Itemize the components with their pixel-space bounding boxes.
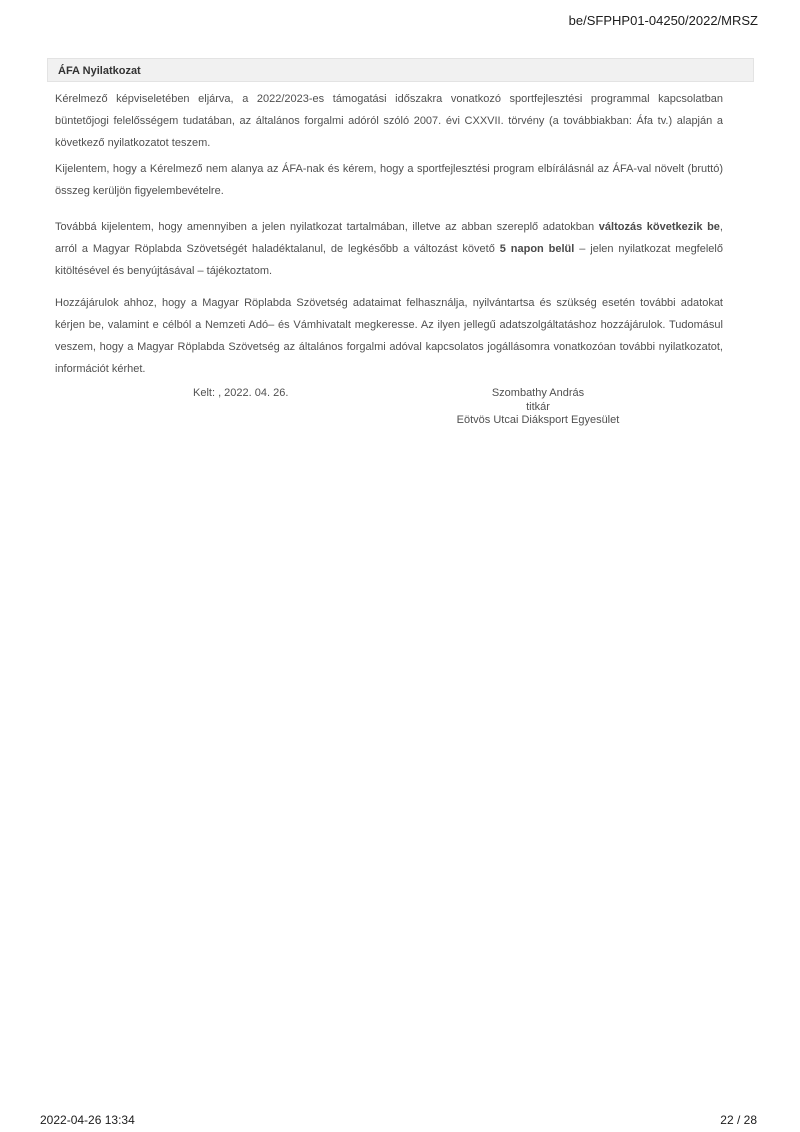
footer-timestamp: 2022-04-26 13:34 [40, 1113, 135, 1127]
paragraph-change-notice [55, 216, 723, 282]
paragraph-data-consent: Hozzájárulok ahhoz, hogy a Magyar Röplabda Szövetség adataimat felhasználja, nyilvántartsa és szükség esetén további adatokat kérjen be, valamint e célból a Nemzeti Adó– és Vámhivatalt megkeresse. Az ilyen jellegű adatszolgáltatáshoz hozzájárulok. Tudomásul veszem, hogy a Magyar Röplabda Szövetség az általános forgalmi adóval kapcsolatos jogállásomra vonatkozóan további nyilatkozatot, információt kérhet. [55, 297, 723, 375]
paragraph-change-notice-bold-2: 5 napon belül [499, 243, 575, 255]
paragraph-intro: Kérelmező képviseletében eljárva, a 2022/2023-es támogatási időszakra vonatkozó sportfejlesztési programmal kapcsolatban büntetőjogi felelősségem tudatában, az általános forgalmi adóról szóló 2007. évi CXXVII. törvény (a továbbiakban: Áfa tv.) alapján a következő nyilatkozatot teszem. [55, 93, 723, 149]
signature-block [418, 387, 658, 428]
paragraph-change-notice-text-2: , arról a Magyar Röplabda Szövetségét haladéktalanul, de legkésőbb a változást követő [55, 221, 723, 255]
footer-page-indicator: 22 / 28 [720, 1113, 757, 1127]
paragraph-change-notice-bold-1: változás következik be [598, 221, 720, 233]
document-code: be/SFPHP01-04250/2022/MRSZ [568, 13, 758, 28]
paragraph-vat-status: Kijelentem, hogy a Kérelmező nem alanya az ÁFA-nak és kérem, hogy a sportfejlesztési program elbírálásnál az ÁFA-val növelt (bruttó) összeg kerüljön figyelembevételre. [55, 163, 723, 197]
signatory-organization: Eötvös Utcai Diáksport Egyesület [456, 414, 620, 426]
section-header-bar [47, 58, 754, 82]
section-title: ÁFA Nyilatkozat [58, 65, 141, 77]
signature-date: Kelt: , 2022. 04. 26. [193, 387, 289, 399]
declaration-body [55, 88, 723, 384]
signatory-role: titkár [526, 400, 550, 413]
paragraph-change-notice-text-3: – jelen nyilatkozat megfelelő kitöltésével és benyújtásával – tájékoztatom. [55, 243, 723, 277]
paragraph-change-notice-text-1: Továbbá kijelentem, hogy amennyiben a jelen nyilatkozat tartalmában, illetve az abban szereplő adatokban [55, 221, 599, 233]
signatory-name: Szombathy András [491, 387, 585, 399]
